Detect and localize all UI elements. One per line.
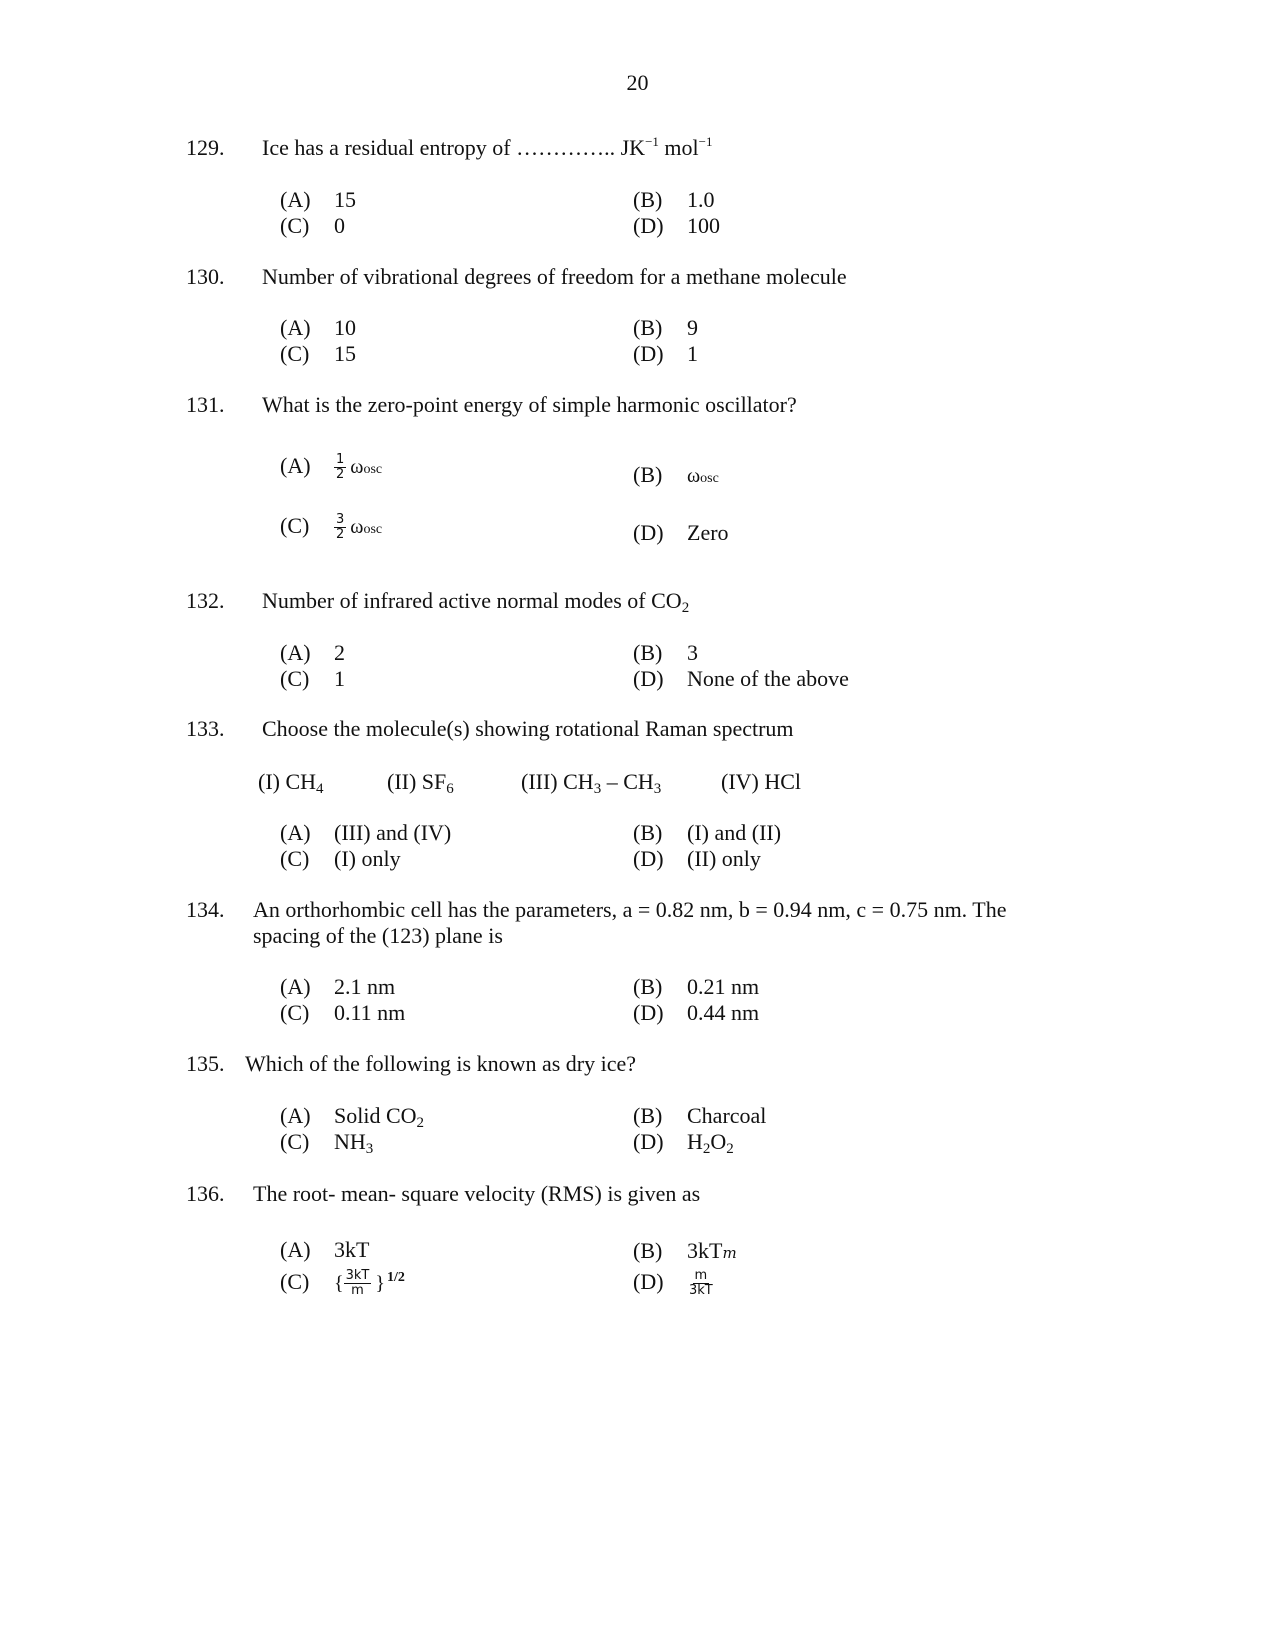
option-c: (C) $\frac{3}{2}$ ωosc (280, 512, 383, 543)
option-a: (A) Solid $CO_2$ (280, 1103, 425, 1131)
option-d: (D) 1 (633, 341, 698, 366)
fraction: $\frac{m}{3kT}$ (689, 1268, 713, 1299)
option-a: (A) $\frac{1}{2}$ ωosc (280, 452, 383, 483)
option-c: (C) { $\frac{3kT}{m}$ } $^{1/2}$ (280, 1268, 405, 1299)
fraction: $\frac{3kT}{m}$ (345, 1268, 370, 1299)
option-b: (B) 9 (633, 315, 698, 340)
option-c: (C) 1 (280, 666, 345, 691)
question-text: Number of vibrational degrees of freedom for a methane molecule (262, 264, 847, 289)
option-a: (A) (III) and (IV) (280, 820, 452, 845)
question-number: 133. (186, 716, 225, 741)
option-c: (C) $NH_3$ (280, 1129, 374, 1157)
option-b: (B) 1.0 (633, 187, 715, 212)
question-text: Ice has a residual entropy of ………….. $JK^{-1}$ mol$^{-1}$ (262, 134, 713, 160)
question-text: The root- mean- square velocity (RMS) is given as (253, 1181, 701, 1206)
option-b: (B) 3 (633, 640, 698, 665)
molecule-item: (I) $CH_4$ (258, 769, 324, 797)
option-a: (A) 2.1 nm (280, 974, 396, 999)
question-text: What is the zero-point energy of simple harmonic oscillator? (262, 392, 797, 417)
option-d: (D) Zero (633, 520, 729, 545)
option-d: (D) None of the above (633, 666, 849, 691)
question-text: Number of infrared active normal modes of $CO_2$ (262, 588, 690, 616)
option-d: (D) $H_2O_2$ (633, 1129, 734, 1157)
question-number: 135. (186, 1051, 225, 1076)
question-text: Which of the following is known as dry ice? (245, 1051, 637, 1076)
option-d: (D) 0.44 nm (633, 1000, 760, 1025)
molecule-item: (IV) HCl (721, 769, 802, 794)
question-text: An orthorhombic cell has the parameters, a = 0.82 nm, b = 0.94 nm, c = 0.75 nm. The (253, 897, 1007, 922)
option-a: (A) 10 (280, 315, 356, 340)
question-number: 134. (186, 897, 225, 922)
option-a: (A) 15 (280, 187, 356, 212)
option-a: (A) 3kT (280, 1237, 370, 1262)
option-b: (B) Charcoal (633, 1103, 767, 1128)
option-c: (C) 0 (280, 213, 345, 238)
question-number: 136. (186, 1181, 225, 1206)
molecule-item: (II) $SF_6$ (387, 769, 454, 797)
option-b: (B) (I) and (II) (633, 820, 782, 845)
option-b: (B) 3kTm (633, 1238, 737, 1263)
question-number: 129. (186, 135, 225, 160)
question-number: 131. (186, 392, 225, 417)
question-number: 130. (186, 264, 225, 289)
option-b: (B) ωosc (633, 462, 719, 487)
question-text-continued: spacing of the (123) plane is (253, 923, 503, 948)
question-text: Choose the molecule(s) showing rotational Raman spectrum (262, 716, 794, 741)
option-c: (C) 0.11 nm (280, 1000, 406, 1025)
option-a: (A) 2 (280, 640, 345, 665)
option-d: (D) (II) only (633, 846, 761, 871)
option-c: (C) 15 (280, 341, 356, 366)
page-number: 20 (626, 70, 649, 95)
option-d: (D) 100 (633, 213, 720, 238)
option-b: (B) 0.21 nm (633, 974, 760, 999)
fraction: $\frac{1}{2}$ (336, 452, 345, 483)
molecule-item: (III) $CH_3 - CH_3$ (521, 769, 662, 797)
option-c: (C) (I) only (280, 846, 401, 871)
fraction: $\frac{3}{2}$ (336, 512, 345, 543)
option-d: (D) $\frac{m}{3kT}$ (633, 1268, 713, 1299)
question-number: 132. (186, 588, 225, 613)
